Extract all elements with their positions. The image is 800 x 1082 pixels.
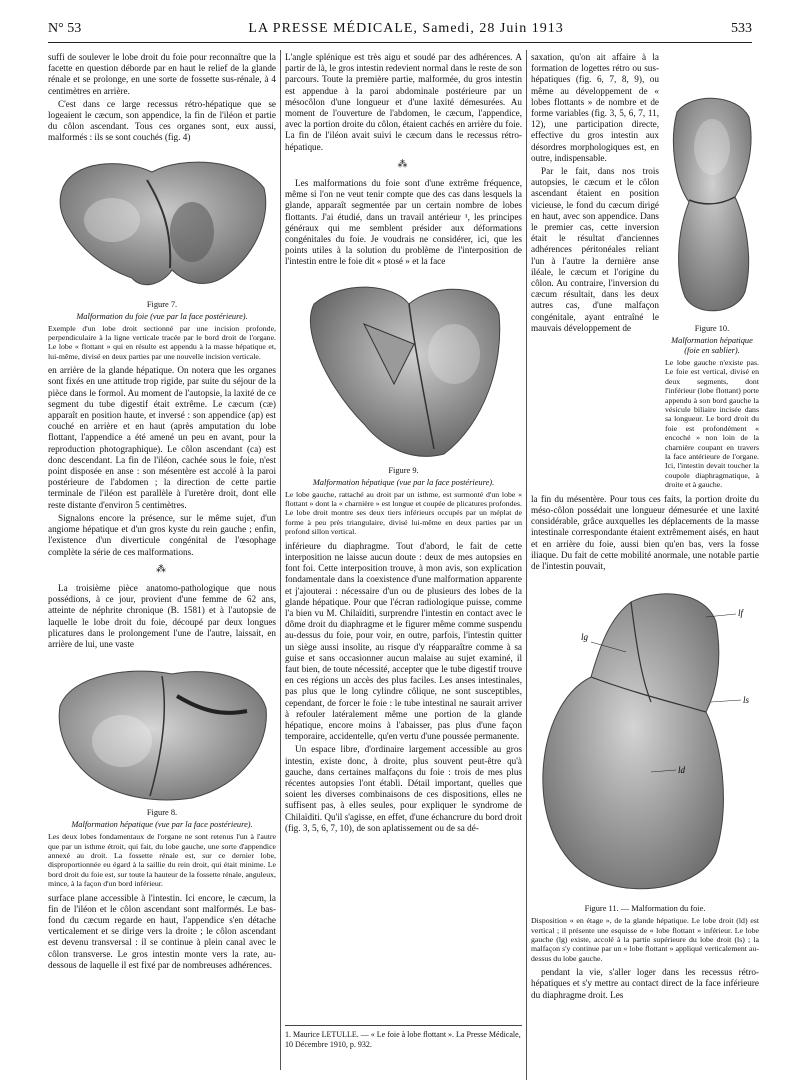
column-1 bbox=[48, 52, 276, 973]
figure-7-caption: Malformation du foie (vue par la face postérieure). bbox=[76, 311, 248, 321]
column-3 bbox=[531, 52, 759, 1003]
paragraph: suffi de soulever le lobe droit du foie pour reconnaître que la facette en question déborde par en haut le relief de la glande rénale et se prolonge, en une sorte de fossette sus-rénale, à 4 centimètres en arrière. bbox=[48, 52, 276, 96]
column-divider bbox=[526, 50, 527, 1080]
figure-7-legend: Exemple d'un lobe droit sectionné par une incision profonde, perpendiculaire à la ligne verticale tracée par le bord droit de l'organe. Le lobe « flottant » qui en résulte est appendu à la masse hépatique et, lui-même, divisé en deux parties par une nouvelle incision verticale. bbox=[48, 323, 276, 361]
section-break: ⁂ bbox=[156, 563, 168, 575]
figure-10-label: Figure 10. bbox=[694, 324, 730, 333]
figure-8-image bbox=[52, 656, 272, 806]
figure-11-mark-lf: lf bbox=[738, 608, 744, 619]
figure-11-mark-ls: ls bbox=[743, 695, 750, 706]
paragraph: surface plane accessible à l'intestin. Ici encore, le cæcum, la fin de l'iléon et le côlon ascendant sont malformés. Le bas-fond du cæcum regarde en haut, l'appendice s'en détache verticalement et se dirige vers la droite ; le côlon ascendant est devenu transversal : il se continue à plein canal avec le côlon transverse. Le gros intestin monte vers la rate, au-dessous de laquelle il est fixé par de nombreuses adhérences. bbox=[48, 892, 276, 970]
section-break: ⁂ bbox=[397, 158, 410, 170]
column-2 bbox=[285, 52, 522, 836]
figure-7-image bbox=[52, 150, 272, 298]
paragraph: Un espace libre, d'ordinaire largement accessible au gros intestin, existe donc, à droite, plus souvent peut-être qu'à gauche, dans certaines malfaçons du foie : trois de mes plus récentes autopsies l'ont établi. Détail important, quelles que soient les diverses combinaisons de ces dispositions, elles ne suffisent pas, à elles seules, pour expliquer le syndrome de Chilaïditi. Qu'il s'agisse, en effet, d'une échancrure du bord droit (fig. 3, 5, 6, 7, 10), de son aplatissement ou de sa dé- bbox=[285, 744, 522, 833]
paragraph: Par le fait, dans nos trois autopsies, le cæcum et le côlon ascendant étaient en position vicieuse, le fond du cæcum dirigé en haut, avec son appendice. Dans le premier cas, cette inversion était le résultat d'anciennes adhérences péritonéales reliant l'un à l'autre la dernière anse iléale, le cæcum et l'origine du côlon. Au contraire, l'inversion du cæcum résultait, dans les deux autres cas, d'une malfaçon congénitale, ayant entraîné le mauvais développement de bbox=[531, 166, 659, 333]
footnote: 1. Maurice LETULLE. — « Le foie à lobe flottant ». La Presse Médicale, 10 Décembre 1910, p. 932. bbox=[285, 1025, 522, 1050]
paragraph: L'angle splénique est très aigu et soudé par des adhérences. A partir de là, le gros intestin redevient normal dans le reste de son parcours. Toute la première partie, malformée, du gros intestin est appendue à la paroi abdominale postérieure par un mésocôlon d'une longueur et d'une laxité démesurées. Au moment de l'ouverture de l'abdomen, le cæcum, l'appendice, avec la portion droite du côlon, étaient cachés en arrière du foie. La fin de l'iléon avait suivi le cæcum dans le recessus rétro-hépatique. bbox=[285, 52, 523, 152]
issue-number: N° 53 bbox=[48, 21, 82, 36]
figure-11-mark-lg: lg bbox=[581, 632, 589, 643]
figure-9-label: Figure 9. bbox=[388, 465, 419, 475]
figure-11-legend: Disposition « en étage », de la glande hépatique. Le lobe droit (ld) est vertical ; il présente une esquisse de « lobe flottant » inférieur. Le lobe gauche (lg) existe, accolé à la partie supérieure du lobe droit (ls) ; la malfaçon s'y continue par un « lobe flottant » appliqué verticalement au-dessus du lobe gauche. bbox=[531, 916, 759, 963]
figure-8-caption: Malformation hépatique (vue par la face postérieure). bbox=[71, 820, 253, 830]
figure-9-caption: Malformation hépatique (vue par la face postérieure). bbox=[312, 477, 495, 487]
paragraph: pendant la vie, s'aller loger dans les recessus rétro-hépatiques et s'y mettre au contact direct de la face inférieure du diaphragme droit. Les bbox=[531, 967, 759, 1000]
figure-10 bbox=[665, 92, 759, 322]
figure-11-mark-ld: ld bbox=[678, 765, 686, 776]
figure-11-label: Figure 11. — Malformation du foie. bbox=[584, 904, 706, 914]
figure-11 bbox=[531, 582, 759, 902]
paragraph: en arrière de la glande hépatique. On notera que les organes sont fixés en une attitude trop rigide, par suite du séjour de la pièce dans le formol. Au moment de l'autopsie, la laxité de ce segment du tube digestif était extrême. Le cæcum (cæ) apparaît en position haute, et inversé : son appendice (ap) est couché en arrière et en haut (après amputation du lobe flottant, l'appendice a été amené un peu en avant, pour la reproduction photographique). Le côlon ascendant (ca) est donc descendant. La fin de l'iléon, cachée sous le foie, n'est point disposée en anse : son mésentère est accolé à la paroi postérieure de l'abdomen ; la direction de cette partie terminale de l'iléon est parallèle à l'uretère droit, dont elle reste distante d'environ 5 centimètres. bbox=[48, 365, 276, 510]
paragraph: Signalons encore la présence, sur le même sujet, d'un angiome hépatique et d'un gros kyste du rein gauche ; enfin, l'existence d'un diverticule congénital de l'œsophage complète la série de ces malformations. bbox=[48, 512, 276, 557]
figure-11-image bbox=[531, 582, 759, 902]
page-header bbox=[48, 18, 752, 40]
page-number: 533 bbox=[730, 21, 752, 36]
figure-9-legend: Le lobe gauche, rattaché au droit par un isthme, est surmonté d'un lobe « flottant » dont la « charnière » est longue et coupée de plicatures profondes. Le lobe droit montre ses deux tiers inférieurs occupés par un méplat de forme à peu près triangulaire, divisé lui-même en deux parties par un profond sillon vertical. bbox=[285, 489, 522, 537]
figure-7 bbox=[48, 150, 276, 298]
header-rule bbox=[48, 42, 752, 43]
figure-9-image bbox=[304, 274, 504, 464]
figure-8-label: Figure 8. bbox=[146, 808, 178, 818]
figure-8-legend: Les deux lobes fondamentaux de l'organe ne sont retenus l'un à l'autre que par un isthme étroit, qui fait, du lobe gauche, une sorte d'appendice annexé au droit. La fossette rénale est, sur ce dernier lobe, disproportionnée eu égard à la saillie du rein droit, qui était minime. Le bord droit du foie est, sur toute la hauteur de la fossette rénale, anguleux, mince, à la façon d'un bord inférieur. bbox=[48, 832, 276, 889]
paragraph: la fin du mésentère. Pour tous ces faits, la portion droite du méso-côlon possédait une longueur démesurée et une laxité considérable, grâce auxquelles les déplacements de la masse intestinale correspondante étaient extrêmement aisés, en haut et en arrière du foie, aussi bien qu'en bas, vers la fosse iliaque. Du fait de cette mobilité anormale, une notable partie de l'intestin pouvait, bbox=[531, 493, 759, 571]
paragraph: Les malformations du foie sont d'une extrême fréquence, même si l'on ne veut tenir compte que des cas dans lesquels la glande, apparaît segmentée par un certain nombre de lobes flottants. J'ai étudié, dans un travail antérieur ¹, les principes généraux qui me semblent présider aux déformations congénitales du foie. Je voudrais ne considérer, ici, que les points utiles à la solution du problème de l'interposition de l'intestin entre le foie dit « ptosé » et la face bbox=[285, 178, 522, 267]
paragraph: saxation, qu'on ait affaire à la formation de logettes rétro ou sus-hépatiques (fig. 6, 7, 8, 9), ou même au développement de « lobes flottants » de nombre et de forme variables (fig. 3, 5, 6, 7, 11, 12), une participation directe, effective du gros intestin aux désordres morphologiques est, en outre, indispensable. bbox=[531, 52, 659, 163]
journal-title: LA PRESSE MÉDICALE, Samedi, 28 Juin 1913 bbox=[248, 21, 564, 36]
figure-8 bbox=[48, 656, 276, 806]
figure-10-caption: Malformation hépatique (foie en sablier). bbox=[671, 336, 753, 355]
column-divider bbox=[280, 50, 281, 1070]
figure-9 bbox=[285, 274, 522, 464]
figure-7-label: Figure 7. bbox=[146, 299, 178, 309]
figure-10-legend: Le lobe gauche n'existe pas. Le foie est vertical, divisé en deux segments, dont l'inférieur (lobe flottant) porte appendu à son bord gauche la vésicule biliaire incisée dans sa longueur. Le bord droit du foie est profondément « encoché » non loin de la charnière coupant en travers la face antérieure de l'organe. Ici, l'intestin devait toucher la coupole diaphragmatique, à droite et à gauche. bbox=[665, 358, 759, 490]
figure-10-image bbox=[667, 92, 757, 322]
paragraph: C'est dans ce large recessus rétro-hépatique que se logeaient le cæcum, son appendice, la fin de l'iléon et partie du côlon ascendant. Tous ces organes sont, eux aussi, malformés : ils se sont couchés (fig. 4) bbox=[48, 98, 276, 143]
paragraph: La troisième pièce anatomo-pathologique que nous possédions, à ce jour, provient d'une femme de 62 ans, atteinte de néphrite chronique (B. 1581) et à l'autopsie de laquelle le lobe droit du foie, découpé par deux longues plicatures dans le prolongement l'une de l'autre, laissait, en arrière de lui, une vaste bbox=[48, 582, 276, 649]
paragraph: inférieure du diaphragme. Tout d'abord, le fait de cette interposition ne laisse aucun doute : deux de mes autopsies en font foi. Cette interposition trouve, à mon avis, son explication fondamentale dans la coexistence d'une malformation apparente et j'ajouterai : nécessaire d'un ou de plusieurs des lobes de la glande hépatique. Pour que l'écran radiologique puisse, comme l'a bien vu M. Chilaïditi, surprendre l'intestin en contact avec le dôme droit du diaphragme et le figurer même comme suspendu au-dessus du foie, pour voir, en outre, parfois, l'intestin quitter un siège aussi insolite, au risque d'y réapparaître comme à sa guise et sans occasionner aucun malaise au sujet examiné, il faut bien, de toute nécessité, accepter que le tube digestif trouve en ces régions un accès des plus faciles. Les anses intestinales, pas plus que le long cylindre côlique, ne sont susceptibles, cependant, de forcer le foie : le tube intestinal ne saurait arriver à refouler latéralement même une portion de la glande hépatique, encore moins à l'abaisser, pas plus d'une façon temporaire, accidentelle, qu'en vertu d'une poussée permanente. bbox=[285, 540, 522, 742]
